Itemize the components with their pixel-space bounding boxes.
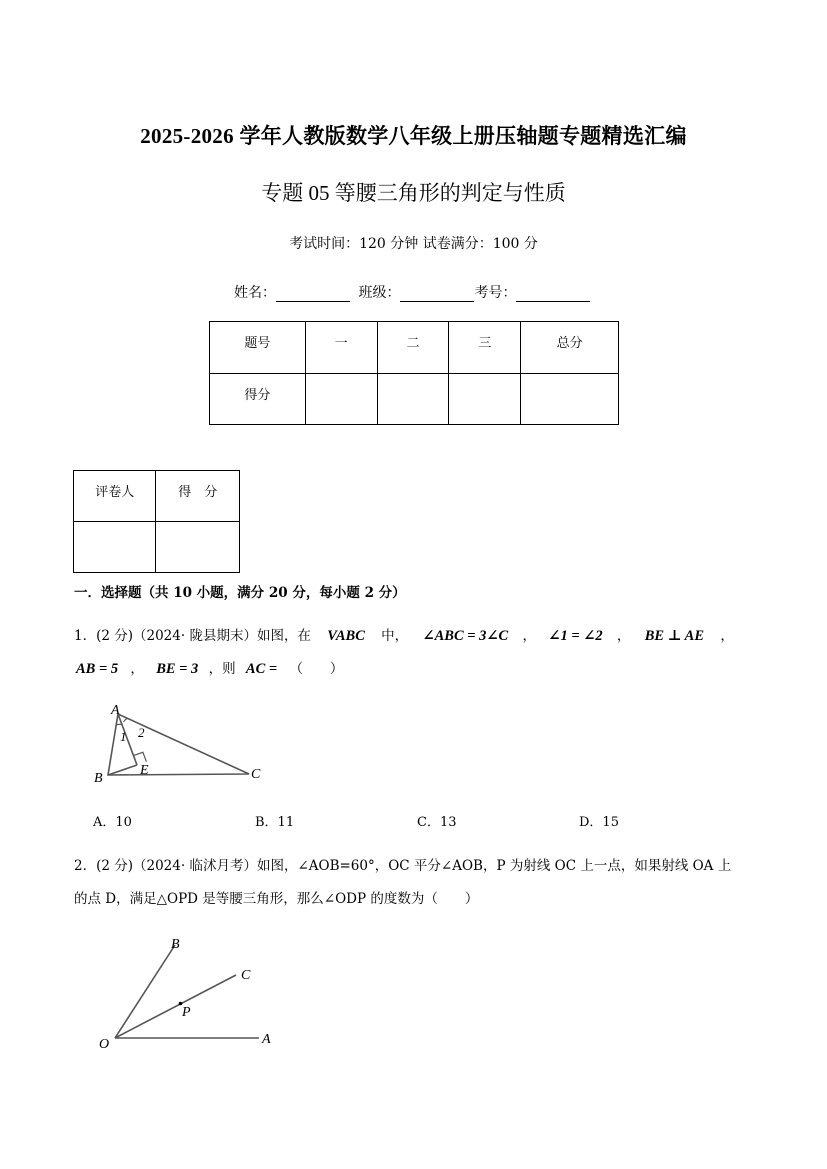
q1-cond-equal-angles: ∠1 = ∠2 xyxy=(548,628,603,644)
q1-cond-perpendicular: BE ⊥ AE xyxy=(644,628,705,644)
score-header-cell: 三 xyxy=(449,322,521,374)
q1-sep: ， xyxy=(130,661,144,677)
score-cell[interactable] xyxy=(521,374,619,425)
label-e: E xyxy=(140,763,149,778)
id-label: 考号： xyxy=(474,285,517,301)
q1-triangle-figure xyxy=(85,700,275,790)
q2-angle-figure xyxy=(95,930,285,1055)
score-cell[interactable] xyxy=(305,374,377,425)
document-subtitle: 专题 05 等腰三角形的判定与性质 xyxy=(261,181,566,205)
question-2-line-1: 2．(2 分)（2024· 临沭月考）如图，∠AOB=60°，OC 平分∠AOB，P 为射线 OC 上一点，如果射线 OA 上 xyxy=(74,858,732,874)
q1-cond-angle: ∠ABC = 3∠C xyxy=(422,628,509,644)
document-title: 2025-2026 学年人教版数学八年级上册压轴题专题精选汇编 xyxy=(140,124,687,148)
label-angle-2: 2 xyxy=(138,725,145,740)
score-header-cell: 题号 xyxy=(210,322,306,374)
ray-oc xyxy=(115,975,236,1038)
grader-table xyxy=(73,470,240,573)
angle-2-arc xyxy=(124,719,128,723)
q1-option-b[interactable]: B．11 xyxy=(255,815,295,830)
label-p: P xyxy=(182,1005,191,1020)
name-blank[interactable] xyxy=(276,287,350,302)
q1-triangle: VABC xyxy=(327,628,365,644)
score-header-cell: 一 xyxy=(305,322,377,374)
q1-cond-be: BE = 3 xyxy=(156,661,199,677)
segment-be xyxy=(108,765,137,775)
label-c: C xyxy=(251,767,261,782)
grader-cell[interactable] xyxy=(74,522,156,573)
question-1-line-2 xyxy=(76,653,343,686)
q1-ask: AC = xyxy=(245,661,278,677)
class-blank[interactable] xyxy=(400,287,474,302)
student-info xyxy=(234,282,590,302)
q1-answer-paren: （ ） xyxy=(289,661,344,677)
q1-option-c[interactable]: C．13 xyxy=(417,815,457,830)
score-cell[interactable] xyxy=(449,374,521,425)
ray-ob xyxy=(115,945,175,1038)
label-o: O xyxy=(99,1037,110,1052)
q1-then: ，则 xyxy=(208,661,236,677)
section-heading: 一．选择题（共 10 小题，满分 20 分，每小题 2 分） xyxy=(74,585,406,601)
exam-meta: 考试时间：120 分钟 试卷满分：100 分 xyxy=(289,236,538,252)
score-row-label: 得分 xyxy=(210,374,306,425)
q1-sep: ， xyxy=(616,628,631,644)
q1-in: 中， xyxy=(381,628,409,644)
label-a: A xyxy=(111,703,120,718)
score-header-cell: 总分 xyxy=(521,322,619,374)
question-2-line-2: 的点 D，满足△OPD 是等腰三角形，那么∠ODP 的度数为（ ） xyxy=(74,891,479,907)
q1-sep: ， xyxy=(522,628,536,644)
score-table xyxy=(209,321,619,425)
score-header-cell: 二 xyxy=(377,322,449,374)
name-label: 姓名： xyxy=(234,285,276,301)
class-label: 班级： xyxy=(358,285,401,301)
score-cell[interactable] xyxy=(377,374,449,425)
id-blank[interactable] xyxy=(516,287,590,302)
label-b: B xyxy=(171,937,180,952)
angle-1-arc xyxy=(116,724,122,725)
label-c: C xyxy=(241,968,251,983)
label-b: B xyxy=(94,771,103,786)
grader-header-cell: 评卷人 xyxy=(74,471,156,522)
label-a: A xyxy=(262,1032,271,1047)
q1-sep: ， xyxy=(720,628,734,644)
grader-header-cell: 得 分 xyxy=(156,471,240,522)
question-1-line-1 xyxy=(74,620,734,653)
q1-option-d[interactable]: D．15 xyxy=(579,815,619,830)
q1-cond-ab: AB = 5 xyxy=(76,661,119,677)
grader-cell[interactable] xyxy=(156,522,240,573)
q1-prefix: 1．(2 分)（2024· 陇县期末）如图，在 xyxy=(74,628,311,644)
q1-option-a[interactable]: A．10 xyxy=(93,815,132,830)
label-angle-1: 1 xyxy=(120,729,127,744)
